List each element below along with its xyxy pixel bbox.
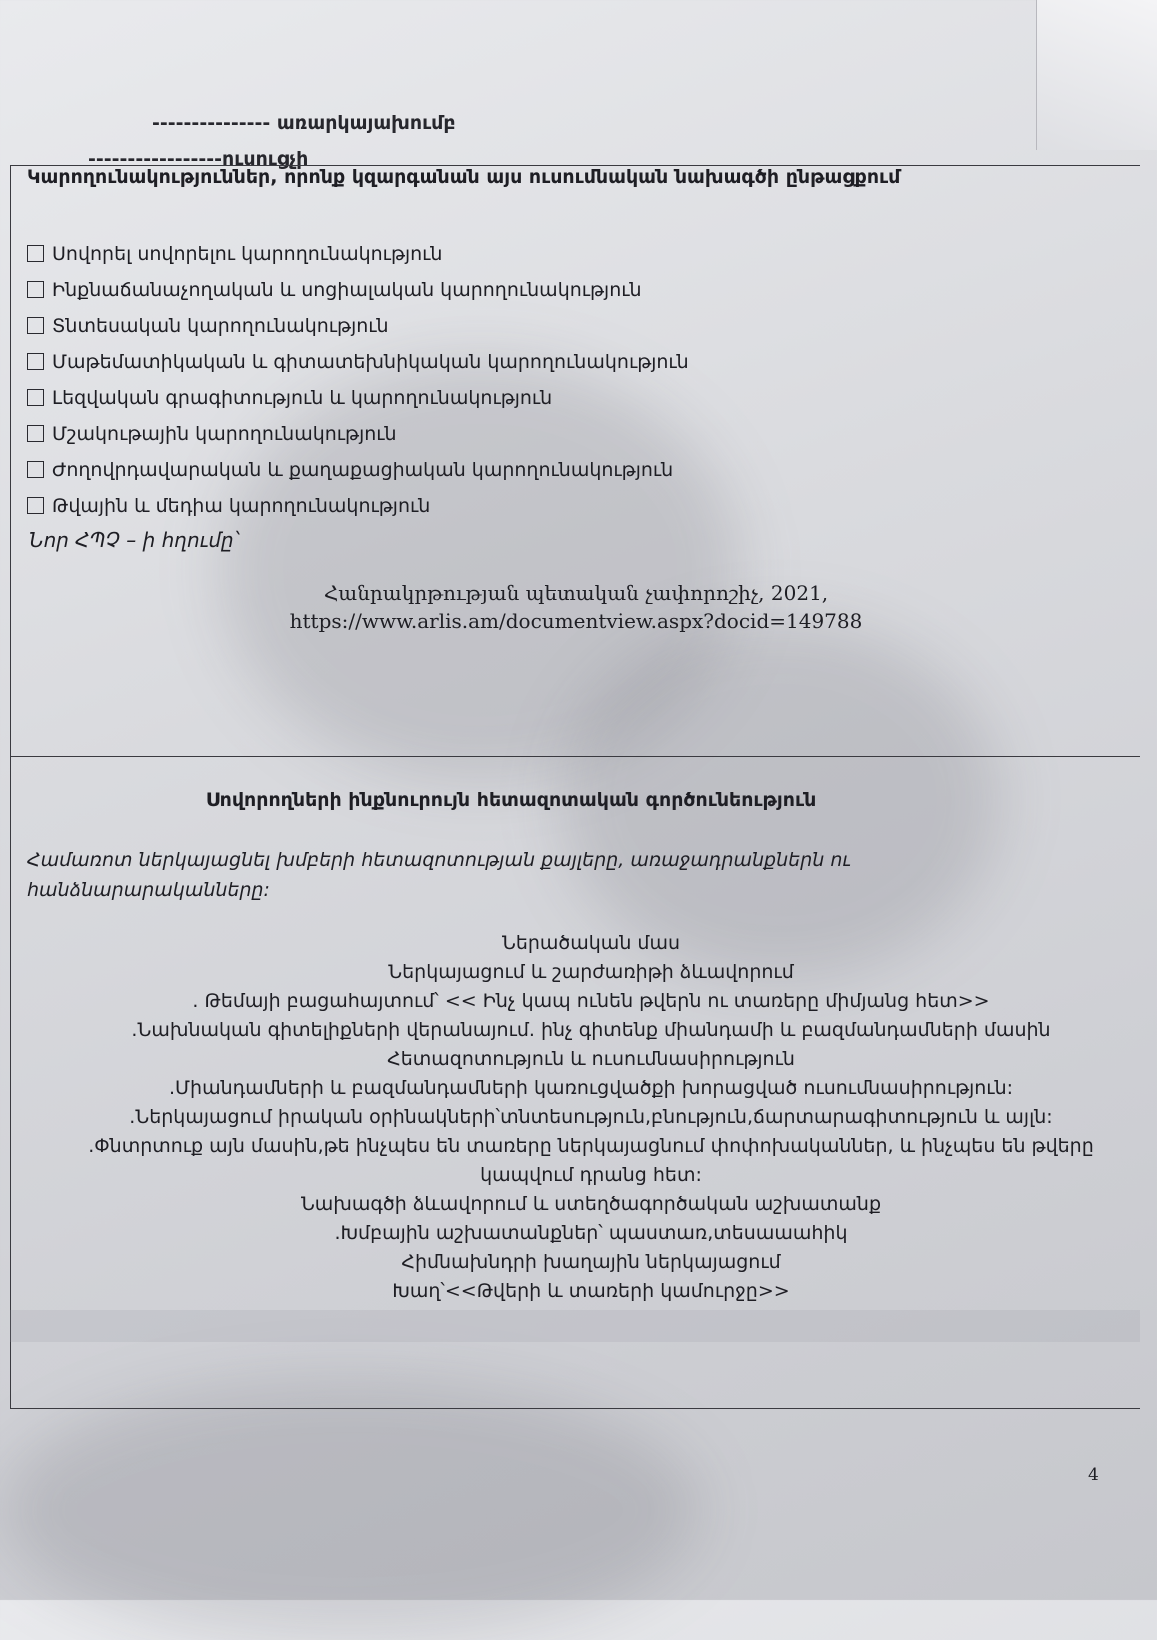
checkbox-icon[interactable] [27, 425, 44, 442]
competencies-box [10, 165, 1140, 757]
competency-item[interactable]: Մաթեմատիկական և գիտատեխնիկական կարողունակություն [27, 344, 689, 380]
checkbox-icon[interactable] [27, 461, 44, 478]
outline-item: Խաղ՝<<Թվերի և տառերի կամուրջը>> [392, 1280, 790, 1302]
outline-item: Նախագծի ձևավորում և ստեղծագործական աշխատանք [300, 1193, 882, 1215]
gray-band [10, 1310, 1140, 1342]
research-outline [11, 929, 1157, 1306]
checkbox-icon[interactable] [27, 389, 44, 406]
outline-item: Ներածական մաս [501, 932, 680, 954]
outline-item: Հետազոտություն և ուսումնասիրություն [387, 1048, 795, 1070]
teacher-line: -----------------ուսուցչի [88, 148, 309, 170]
checkbox-icon[interactable] [27, 317, 44, 334]
outline-item: կապվում դրանց հետ: [480, 1164, 702, 1186]
outline-item: . Թեմայի բացահայտում՝ << Ինչ կապ ունեն թվերն ու տառերը միմյանց հետ>> [192, 990, 990, 1012]
new-standard-ref: Նոր ՀՊՉ – ի հղումը՝ [29, 528, 239, 552]
outline-item: Հիմնախնդրի խաղային ներկայացում [401, 1251, 781, 1273]
task-text: Համառոտ ներկայացնել խմբերի հետազոտության քայլերը, առաջադրանքներն ու հանձնարարականները: [27, 849, 851, 901]
competency-item[interactable]: Տնտեսական կարողունակություն [27, 308, 689, 344]
page-number: 4 [1088, 1465, 1099, 1485]
outline-item: Ներկայացում և շարժառիթի ձևավորում [388, 961, 794, 983]
outline-item: .Խմբային աշխատանքներ՝ պաստառ,տեսաաահիկ [334, 1222, 848, 1244]
outline-item: .Միանդամների և բազմանդամների կառուցվածքի խորացված ուսումնասիրություն: [168, 1077, 1014, 1099]
checkbox-icon[interactable] [27, 497, 44, 514]
checkbox-icon[interactable] [27, 353, 44, 370]
outline-item: .Ներկայացում իրական օրինակների՝տնտեսություն,բնություն,ճարտարագիտություն և այլն: [129, 1106, 1053, 1128]
competency-item[interactable]: Լեզվական գրագիտություն և կարողունակություն [27, 380, 689, 416]
competency-item[interactable]: Ինքնաճանաչողական և սոցիալական կարողունակություն [27, 272, 689, 308]
competency-item[interactable]: Ժողովրդավարական և քաղաքացիական կարողունակություն [27, 452, 689, 488]
competency-item[interactable]: Մշակութային կարողունակություն [27, 416, 689, 452]
competency-item[interactable]: Սովորել սովորելու կարողունակություն [27, 236, 689, 272]
checkbox-icon[interactable] [27, 245, 44, 262]
research-title: Սովորողների ինքնուրույն հետազոտական գործունեություն [205, 789, 817, 811]
shadow [0, 1380, 700, 1640]
subject-group-line: --------------- առարկայախումբ [152, 112, 456, 134]
competencies-title: Կարողունակություններ, որոնք կզարգանան այս ուսումնական նախագծի ընթացքում [27, 166, 901, 188]
outline-item: .Նախնական գիտելիքների վերանայում. ինչ գիտենք միանդամի և բազմանդամների մասին [131, 1019, 1051, 1041]
competency-item[interactable]: Թվային և մեդիա կարողունակություն [27, 488, 689, 524]
reference-line: Հանրակրթության պետական չափորոշիչ, 2021, [323, 581, 829, 605]
outline-item: .Փնտրտուք այն մասին,թե ինչպես են տառերը ներկայացնում փոփոխականներ, և ինչպես են թվերը [88, 1135, 1094, 1157]
page-corner [1036, 0, 1157, 150]
competency-list [27, 236, 689, 524]
checkbox-icon[interactable] [27, 281, 44, 298]
reference-link[interactable]: https://www.arlis.am/documentview.aspx?docid=149788 [289, 609, 863, 633]
